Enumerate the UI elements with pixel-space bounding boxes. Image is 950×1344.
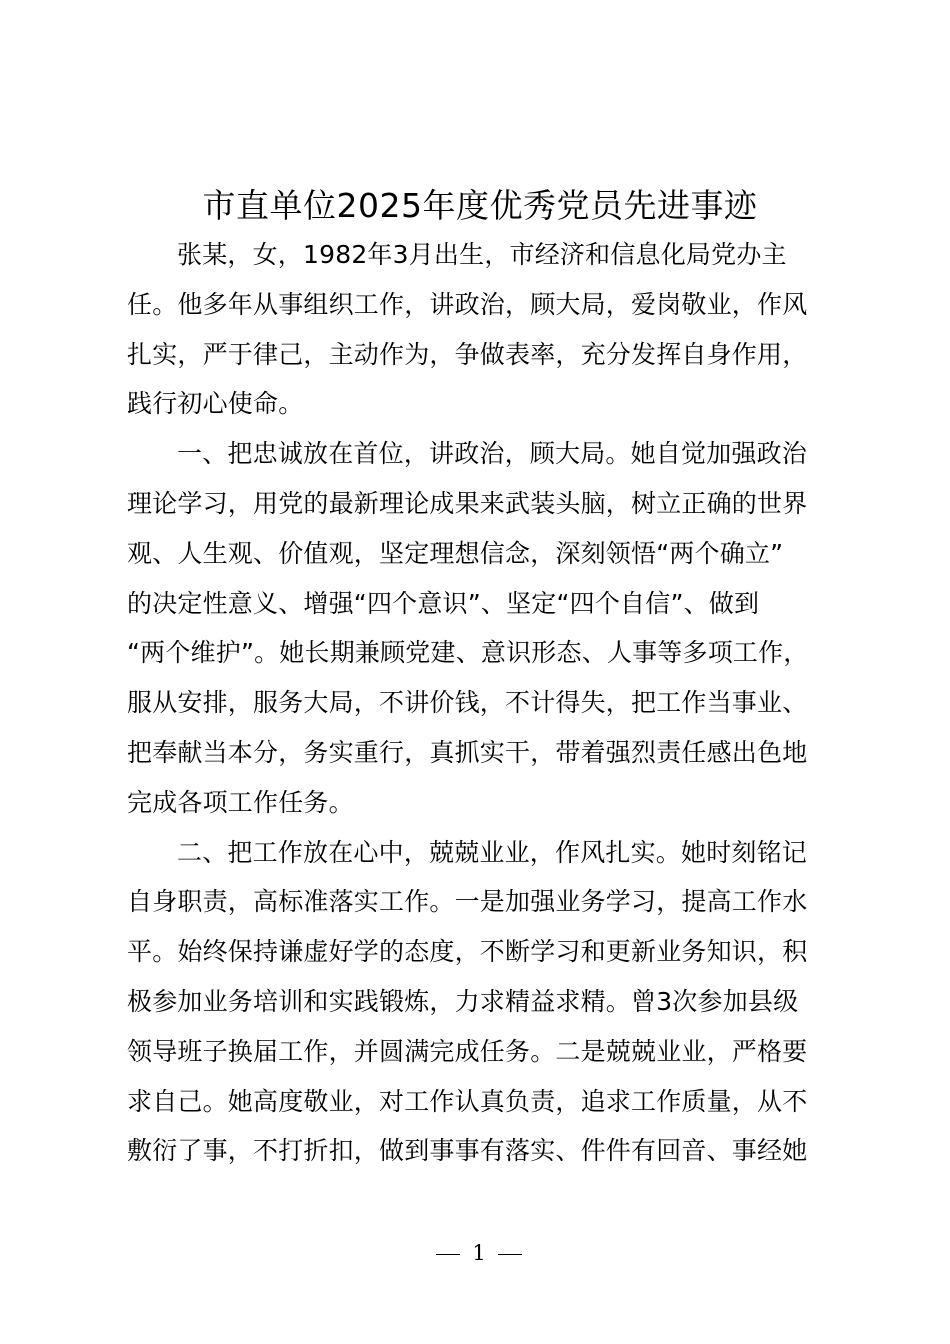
text-line: 平。始终保持谦虚好学的态度，不断学习和更新业务知识，积 — [127, 937, 808, 967]
text-line: 领导班子换届工作，并圆满完成任务。二是兢兢业业，严格要 — [127, 1036, 808, 1066]
text-line: 完成各项工作任务。 — [127, 787, 354, 817]
text-line: 任。他多年从事组织工作，讲政治，顾大局，爱岗敬业，作风 — [127, 289, 808, 319]
page-number: 1 — [472, 1241, 486, 1265]
page-footer — [0, 1236, 950, 1270]
text-line: 极参加业务培训和实践锻炼，力求精益求精。曾3次参加县级 — [127, 986, 799, 1016]
text-line: 服从安排，服务大局，不讲价钱，不计得失，把工作当事业、 — [127, 688, 808, 718]
paragraph-intro — [127, 230, 832, 429]
text-line: 扎实，严于律己，主动作为，争做表率，充分发挥自身作用， — [127, 339, 808, 369]
text-line: 践行初心使命。 — [127, 389, 304, 419]
document-body — [127, 230, 832, 1176]
text-line: 的决定性意义、增强“四个意识”、坚定“四个自信”、做到 — [127, 588, 760, 618]
text-line: 自身职责，高标准落实工作。一是加强业务学习，提高工作水 — [127, 887, 808, 917]
text-line: “两个维护”。她长期兼顾党建、意识形态、人事等多项工作， — [127, 638, 809, 668]
text-line: 求自己。她高度敬业，对工作认真负责，追求工作质量，从不 — [127, 1086, 808, 1116]
text-line: 二、把工作放在心中，兢兢业业，作风扎实。她时刻铭记 — [177, 837, 808, 867]
text-line: 敷衍了事，不打折扣，做到事事有落实、件件有回音、事经她 — [127, 1136, 808, 1166]
paragraph-section-one — [127, 429, 832, 827]
text-line: 一、把忠诚放在首位，讲政治，顾大局。她自觉加强政治 — [177, 439, 808, 469]
text-line: 观、人生观、价值观，坚定理想信念，深刻领悟“两个确立” — [127, 538, 784, 568]
document-title: 市直单位2025年度优秀党员先进事迹 — [202, 186, 758, 225]
text-line: 张某，女，1982年3月出生，市经济和信息化局党办主 — [177, 240, 787, 269]
text-line: 把奉献当本分，务实重行，真抓实干，带着强烈责任感出色地 — [127, 737, 808, 767]
dash-decoration — [498, 1254, 522, 1255]
text-line: 理论学习，用党的最新理论成果来武装头脑，树立正确的世界 — [127, 488, 808, 518]
paragraph-section-two — [127, 828, 832, 1177]
dash-decoration — [436, 1254, 460, 1255]
